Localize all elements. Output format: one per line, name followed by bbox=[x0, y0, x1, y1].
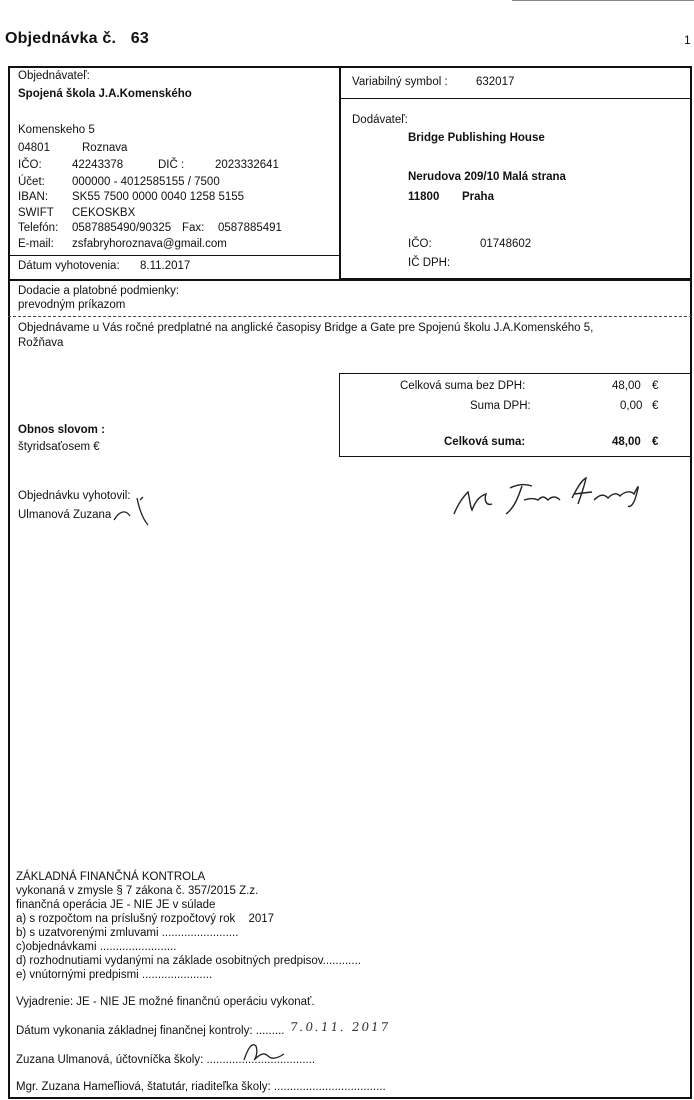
orderer-swift: CEKOSKBX bbox=[72, 207, 136, 219]
frame-left bbox=[8, 66, 10, 1099]
orderer-bottom bbox=[8, 279, 692, 281]
control-date-handwritten: 7.0.11. 2017 bbox=[289, 1020, 392, 1034]
accountant-signature bbox=[240, 1038, 300, 1066]
orderer-dic: 2023332641 bbox=[215, 159, 279, 171]
top-scan-line bbox=[512, 0, 694, 1]
variable-symbol-label: Variabilný symbol : bbox=[352, 76, 448, 88]
control-line-2: finančná operácia JE - NIE JE v súlade bbox=[16, 899, 216, 911]
vat-value: 0,00 bbox=[620, 400, 643, 412]
supplier-city: Praha bbox=[462, 191, 494, 203]
director-line: Mgr. Zuzana Hameľliová, štatutár, riaditeľka školy: ................................... bbox=[16, 1081, 386, 1093]
control-date-label: Dátum vykonania základnej finančnej kontroly: ......... bbox=[16, 1025, 285, 1037]
terms-divider bbox=[8, 316, 692, 317]
grand-total-value: 48,00 bbox=[612, 436, 641, 448]
control-line-3 bbox=[16, 913, 274, 925]
issue-date: 8.11.2017 bbox=[140, 260, 191, 272]
control-line-1: vykonaná v zmysle § 7 zákona č. 357/2015 Z.z. bbox=[16, 885, 259, 897]
orderer-account-label: Účet: bbox=[18, 176, 45, 188]
order-number: 63 bbox=[130, 30, 149, 47]
supplier-icdph-label: IČ DPH: bbox=[408, 257, 451, 269]
orderer-email-label: E-mail: bbox=[18, 238, 54, 250]
supplier-zip: 11800 bbox=[408, 191, 440, 203]
orderer-phone-label: Telefón: bbox=[18, 222, 59, 234]
orderer-email: zsfabryhoroznava@gmail.com bbox=[72, 238, 227, 250]
supplier-ico: 01748602 bbox=[480, 238, 532, 250]
variable-symbol: 632017 bbox=[476, 76, 515, 88]
control-line-5: c)objednávkami ........................ bbox=[16, 941, 177, 953]
frame-right bbox=[690, 66, 692, 1099]
grand-total-label: Celková suma: bbox=[444, 436, 526, 448]
control-line-7: e) vnútornými predpismi ...................... bbox=[16, 969, 213, 981]
description-line-2: Rožňava bbox=[18, 337, 64, 349]
description-line-1: Objednávame u Vás ročné predplatné na anglické časopisy Bridge a Gate pre Spojenú školu J.A.Komenského 5, bbox=[18, 322, 594, 334]
grand-total-currency: € bbox=[652, 436, 659, 448]
prepared-by-name: Ulmanová Zuzana bbox=[18, 509, 112, 521]
net-total-currency: € bbox=[652, 380, 659, 392]
date-top bbox=[8, 255, 340, 256]
control-heading: ZÁKLADNÁ FINANČNÁ KONTROLA bbox=[16, 871, 206, 883]
orderer-city: Roznava bbox=[82, 142, 128, 154]
terms-value: prevodným príkazom bbox=[18, 299, 126, 311]
supplier-ico-label: IČO: bbox=[408, 238, 432, 250]
orderer-zip: 04801 bbox=[18, 142, 50, 154]
frame-top bbox=[8, 66, 692, 68]
orderer-iban: SK55 7500 0000 0040 1258 5155 bbox=[72, 191, 245, 203]
supplier-street: Nerudova 209/10 Malá strana bbox=[408, 171, 566, 183]
in-words-label: Obnos slovom : bbox=[18, 424, 105, 436]
orderer-name: Spojená škola J.A.Komenského bbox=[18, 88, 192, 100]
net-total-value: 48,00 bbox=[612, 380, 641, 392]
control-line-6: d) rozhodnutiami vydanými na základe osobitných predpisov............ bbox=[16, 955, 361, 967]
terms-label: Dodacie a platobné podmienky: bbox=[18, 285, 180, 297]
vs-divider bbox=[339, 98, 692, 99]
prepared-by-label: Objednávku vyhotovil: bbox=[18, 490, 131, 502]
orderer-fax-label: Fax: bbox=[182, 222, 205, 234]
vat-currency: € bbox=[652, 400, 659, 412]
control-line-3-text: a) s rozpočtom na príslušný rozpočtový rok bbox=[16, 913, 236, 925]
issue-date-label: Dátum vyhotovenia: bbox=[18, 260, 120, 272]
in-words-value: štyridsaťosem € bbox=[18, 441, 100, 453]
control-statement: Vyjadrenie: JE - NIE JE možné finančnú operáciu vykonať. bbox=[16, 996, 315, 1008]
accountant-line: Zuzana Ulmanová, účtovníčka školy: .................................. bbox=[16, 1054, 316, 1066]
preparer-signature bbox=[112, 492, 157, 532]
orderer-account: 000000 - 4012585155 / 7500 bbox=[72, 176, 220, 188]
frame-bottom bbox=[8, 1097, 692, 1099]
orderer-street: Komenskeho 5 bbox=[18, 124, 95, 136]
control-year: 2017 bbox=[248, 913, 275, 925]
orderer-dic-label: DIČ : bbox=[158, 159, 185, 171]
orderer-swift-label: SWIFT bbox=[18, 207, 54, 219]
orderer-phone: 0587885490/90325 bbox=[72, 222, 172, 234]
orderer-ico: 42243378 bbox=[72, 159, 124, 171]
supplier-name: Bridge Publishing House bbox=[408, 132, 545, 144]
net-total-label: Celková suma bez DPH: bbox=[400, 380, 526, 392]
control-line-4: b) s uzatvorenými zmluvami ........................ bbox=[16, 927, 239, 939]
orderer-iban-label: IBAN: bbox=[18, 191, 49, 203]
vat-label: Suma DPH: bbox=[470, 400, 531, 412]
supplier-label: Dodávateľ: bbox=[352, 114, 408, 126]
orderer-ico-label: IČO: bbox=[18, 159, 42, 171]
director-signature bbox=[448, 470, 648, 530]
title-label: Objednávka č. bbox=[5, 30, 117, 47]
orderer-label: Objednávateľ: bbox=[18, 70, 90, 82]
orderer-fax: 0587885491 bbox=[218, 222, 282, 234]
document-title bbox=[5, 30, 149, 48]
page-number: 1 bbox=[684, 33, 691, 47]
